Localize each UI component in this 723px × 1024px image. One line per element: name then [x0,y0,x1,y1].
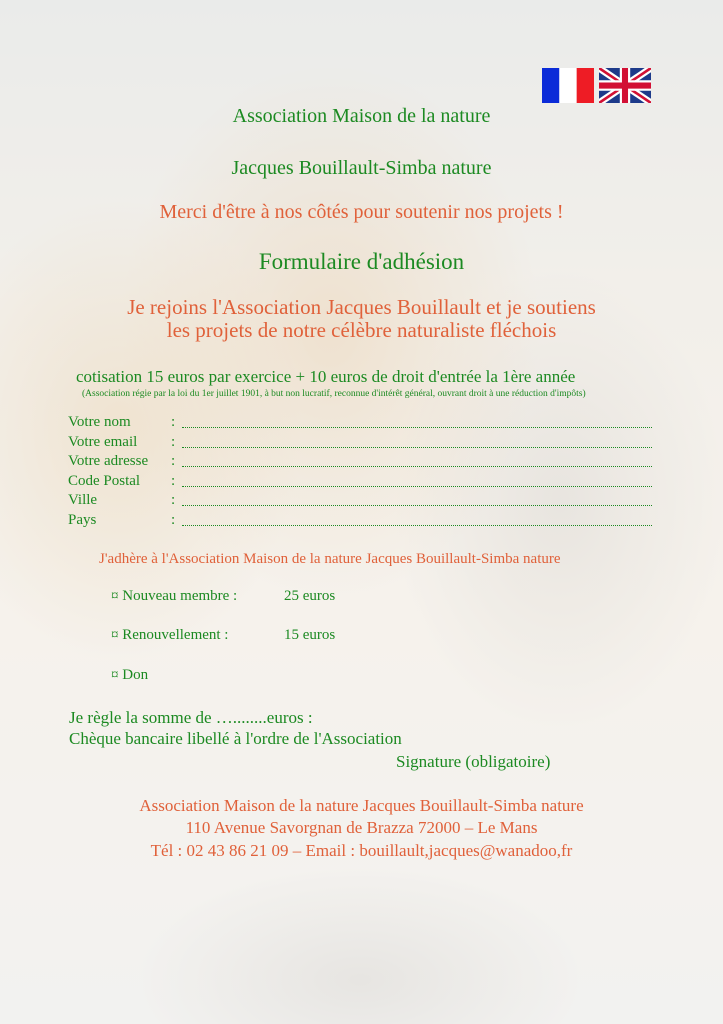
association-title: Association Maison de la nature [232,105,491,127]
intro-line-2: les projets de notre célèbre naturaliste fléchois [166,318,557,342]
adhesion-statement: J'adhère à l'Association Maison de la nature Jacques Bouillault-Simba nature [99,551,561,567]
flag-uk-icon[interactable] [599,68,651,103]
option-amount: 25 euros [284,588,336,604]
association-name: Jacques Bouillault-Simba nature [231,157,492,179]
field-colon: : [171,492,176,509]
option-label: ¤ Nouveau membre : [111,588,238,604]
field-code-postal[interactable] [68,473,658,493]
flag-france-icon[interactable] [542,68,594,103]
field-colon: : [171,511,176,528]
option-label: ¤ Don [111,667,149,683]
field-colon: : [171,414,176,430]
dotted-fill-line[interactable] [182,486,652,487]
field-label: Votre email [68,433,138,450]
field-label: Pays [68,511,97,528]
cheque-instruction: Chèque bancaire libellé à l'ordre de l'Association [69,729,402,748]
field-pays[interactable] [68,512,658,532]
option-label: ¤ Renouvellement : [111,627,229,643]
field-label: Ville [68,492,98,509]
form-title: Formulaire d'adhésion [258,249,465,274]
option-amount: 15 euros [284,627,336,643]
field-nom[interactable] [68,414,658,434]
field-adresse[interactable] [68,453,658,473]
footer-address: 110 Avenue Savorgnan de Brazza 72000 – Le Mans [185,818,538,837]
payment-amount: Je règle la somme de …........euros : [69,708,313,727]
field-email[interactable] [68,434,658,454]
field-label: Votre nom [68,414,131,430]
field-label: Votre adresse [68,453,149,470]
dotted-fill-line[interactable] [182,505,652,506]
field-colon: : [171,433,176,450]
membership-fee: cotisation 15 euros par exercice + 10 euros de droit d'entrée la 1ère année [76,367,576,386]
option-renouvellement[interactable] [111,627,336,644]
dotted-fill-line[interactable] [182,447,652,448]
dotted-fill-line[interactable] [182,466,652,467]
signature-label: Signature (obligatoire) [396,752,551,771]
field-ville[interactable] [68,492,658,512]
thanks-message: Merci d'être à nos côtés pour soutenir nos projets ! [159,201,564,223]
field-colon: : [171,453,176,470]
option-nouveau-membre[interactable] [111,588,336,605]
field-colon: : [171,472,176,489]
intro-line-1: Je rejoins l'Association Jacques Bouillault et je soutiens [127,295,596,319]
footer-contact: Tél : 02 43 86 21 09 – Email : bouillault,jacques@wanadoo,fr [150,841,573,860]
dotted-fill-line[interactable] [182,427,652,428]
member-fields [68,414,658,532]
option-don[interactable] [111,667,148,684]
legal-note: (Association régie par la loi du 1er juillet 1901, à but non lucratif, reconnue d'intérêt général, ouvrant droit à une réduction d'impôts) [82,389,586,399]
field-label: Code Postal [68,472,141,489]
footer-association: Association Maison de la nature Jacques Bouillault-Simba nature [139,796,584,815]
dotted-fill-line[interactable] [182,525,652,526]
